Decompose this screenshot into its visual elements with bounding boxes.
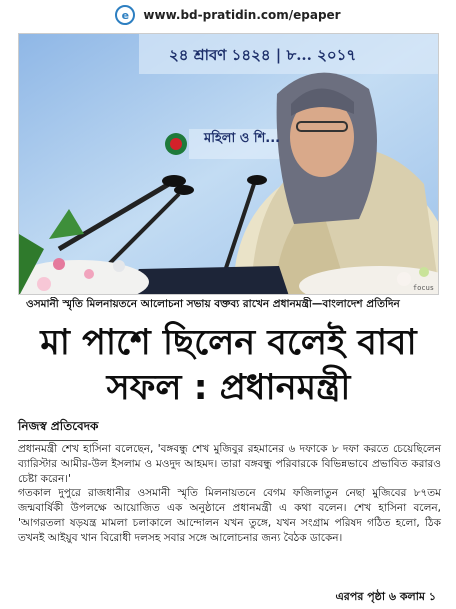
paragraph-1: প্রধানমন্ত্রী শেখ হাসিনা বলেছেন, 'বঙ্গবন্ধু শেখ মুজিবুর রহমানের ৬ দফাকে ৮ দফা করতে চেয়েছিলেন ব্যারিস্টার আমীর-উল ইসলাম ও মওদুদ আহমদ। তারা বঙ্গবন্ধু পরিবারকে বিভিন্নভাবে প্রভাবিত করারও চেষ্টা করেন।' xyxy=(18,443,441,485)
banner-date: ২৪ শ্রাবণ ১৪২৪ | ৮... ২০১৭ xyxy=(169,46,357,64)
url-text[interactable]: www.bd-pratidin.com/epaper xyxy=(143,8,341,22)
epaper-logo-icon: e xyxy=(115,5,135,25)
banner-text: মহিলা ও শি... xyxy=(204,131,281,146)
photo-caption: ওসমানী স্মৃতি মিলনায়তনে আলোচনা সভায় বক্তব্য রাখেন প্রধানমন্ত্রী—বাংলাদেশ প্রতিদিন xyxy=(26,298,400,310)
continued-on-link[interactable]: এরপর পৃষ্ঠা ৬ কলাম ১ xyxy=(331,588,436,607)
article-body xyxy=(18,442,441,546)
url-bar xyxy=(0,0,456,30)
photo-illustration xyxy=(19,34,439,295)
byline: নিজস্ব প্রতিবেদক xyxy=(18,418,98,441)
news-photo xyxy=(18,33,439,295)
headline xyxy=(18,321,439,411)
headline-line-1: মা পাশে ছিলেন বলেই বাবা xyxy=(40,323,417,363)
paragraph-2: গতকাল দুপুরে রাজধানীর ওসমানী স্মৃতি মিলনায়তনে বেগম ফজিলাতুন নেছা মুজিবের ৮৭তম জন্মবার্ষিকী উপলক্ষে আয়োজিত এক অনুষ্ঠানে প্রধানমন্ত্রী এ কথা বলেন। শেখ হাসিনা বলেন, 'আগরতলা ষড়যন্ত্র মামলা চলাকালে আন্দোলন যখন তুঙ্গে, যখন সংগ্রাম পরিষদ গঠিত হলো, ঠিক তখনই আইয়ুব খান বিরোধী দলসহ সবার সঙ্গে আলোচনার জন্য বৈঠক ডাকেন। xyxy=(18,487,441,544)
photo-credit: focus xyxy=(412,284,434,292)
headline-line-2: সফল : প্রধানমন্ত্রী xyxy=(106,368,351,408)
